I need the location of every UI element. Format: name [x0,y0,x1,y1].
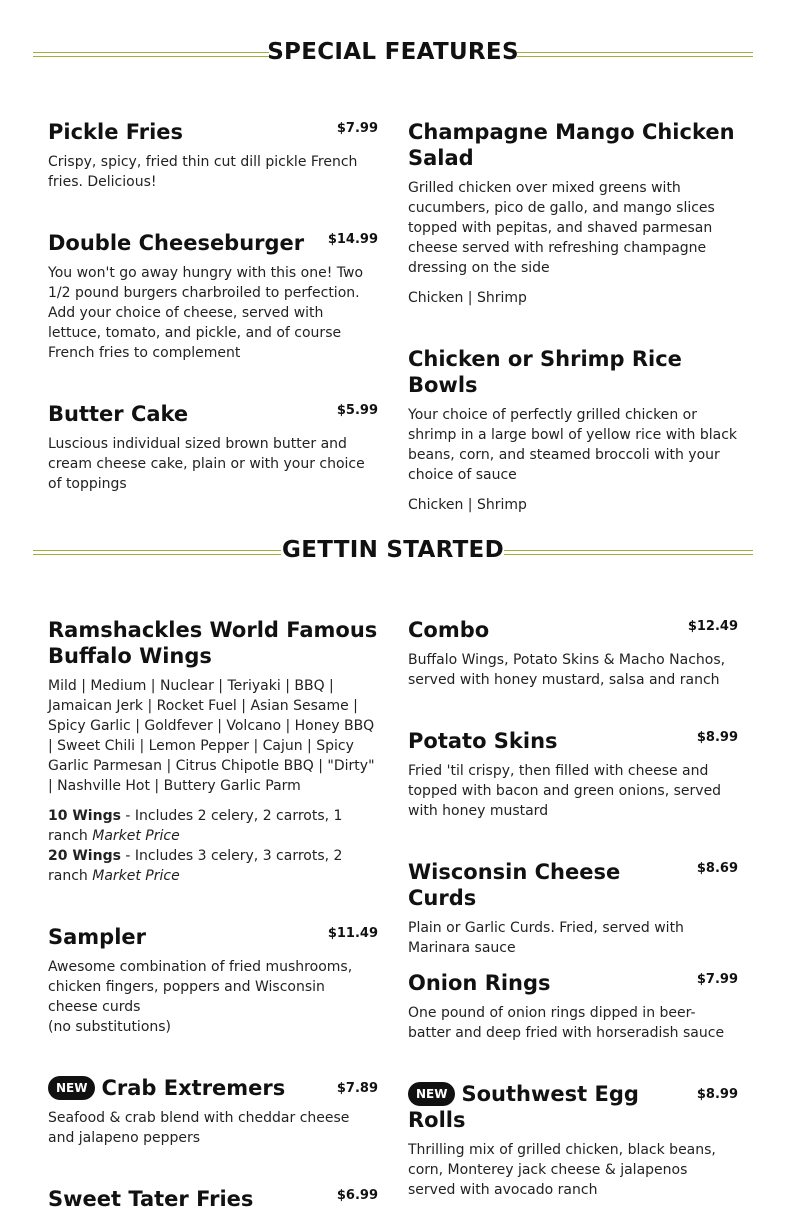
size-description: - Includes 2 celery, 2 carrots, 1 ranch [48,808,343,844]
menu-item-cheese-curds[interactable] [408,859,738,958]
item-price: $8.99 [696,730,738,745]
menu-item-pickle-fries[interactable] [48,119,378,192]
item-name: Ramshackles World Famous Buffalo Wings [48,618,378,668]
item-description: Plain or Garlic Curds. Fried, served with Marinara sauce [408,920,684,956]
item-description: Thrilling mix of grilled chicken, black beans, corn, Monterey jack cheese & jalapenos served with avocado ranch [408,1142,716,1198]
size-label: 20 Wings [48,848,121,864]
menu-item-double-cheeseburger[interactable] [48,230,378,363]
item-price: $14.99 [327,232,378,247]
item-price: $8.69 [696,861,738,876]
menu-item-onion-rings[interactable] [408,970,738,1043]
divider-line-right [517,52,753,57]
item-options: Chicken | Shrimp [408,497,527,513]
item-name: Combo [408,618,490,642]
item-description: Your choice of perfectly grilled chicken or shrimp in a large bowl of yellow rice with black beans, corn, and steamed broccoli with your choice of sauce [408,407,738,483]
wing-size-10[interactable] [48,806,378,846]
item-description: Buffalo Wings, Potato Skins & Macho Nachos, served with honey mustard, salsa and ranch [408,652,726,688]
menu-item-crab-extremers[interactable] [48,1075,378,1148]
section-header-gettin-started [33,533,753,573]
item-name: Onion Rings [408,971,551,995]
item-name: Pickle Fries [48,120,184,144]
item-description: Awesome combination of fried mushrooms, chicken fingers, poppers and Wisconsin cheese curds (no substitutions) [48,959,353,1035]
item-description: You won't go away hungry with this one! Two 1/2 pound burgers charbroiled to perfection. Add your choice of cheese, served with lettuce, tomato, and pickle, and of course French fries to complement [48,265,364,361]
section-title: GETTIN STARTED [282,537,504,563]
new-badge: NEW [408,1082,455,1106]
wing-flavors: Mild | Medium | Nuclear | Teriyaki | BBQ | Jamaican Jerk | Rocket Fuel | Asian Sesame | Spicy Garlic | Goldfever | Volcano | Honey BBQ | Sweet Chili | Lemon Pepper | Cajun | Spicy Garlic Parmesan | Citrus Chipotle BBQ | "Dirty" | Nashville Hot | Buttery Garlic Parm [48,678,375,794]
item-name: Champagne Mango Chicken Salad [408,120,735,170]
item-name-text: Southwest Egg Rolls [408,1082,639,1132]
item-name [48,1075,378,1101]
item-name: Double Cheeseburger [48,231,305,255]
item-name: Wisconsin Cheese Curds [408,860,621,910]
item-name: Butter Cake [48,402,189,426]
section-header-special-features [33,35,753,75]
item-description: Luscious individual sized brown butter and cream cheese cake, plain or with your choice of toppings [48,436,365,492]
item-options: Chicken | Shrimp [408,290,527,306]
item-name: Chicken or Shrimp Rice Bowls [408,347,682,397]
item-description: Seafood & crab blend with cheddar cheese and jalapeno peppers [48,1110,350,1146]
item-description: One pound of onion rings dipped in beer-batter and deep fried with horseradish sauce [408,1005,725,1041]
item-description: Crispy, spicy, fried thin cut dill pickle French fries. Delicious! [48,154,358,190]
wing-sizes [48,806,378,886]
menu-item-buffalo-wings[interactable] [48,617,378,886]
menu-item-sweet-tater-fries[interactable] [48,1186,378,1212]
item-price: $5.99 [336,403,378,418]
menu-item-champagne-mango-chicken-salad[interactable] [408,119,738,308]
wing-size-20[interactable] [48,846,378,886]
menu-item-potato-skins[interactable] [408,728,738,821]
item-price: $8.99 [696,1087,738,1102]
item-price: $11.49 [327,926,378,941]
item-price: $12.49 [687,619,738,634]
item-price: $7.99 [336,121,378,136]
item-name: Potato Skins [408,729,558,753]
size-price: Market Price [92,828,180,844]
menu-item-sampler[interactable] [48,924,378,1037]
divider-line-right [504,550,753,555]
size-price: Market Price [92,868,180,884]
item-name [408,1081,738,1133]
menu-item-rice-bowls[interactable] [408,346,738,515]
item-price: $7.99 [696,972,738,987]
item-description: Fried 'til crispy, then filled with cheese and topped with bacon and green onions, served with honey mustard [408,763,722,819]
size-label: 10 Wings [48,808,121,824]
item-description: Grilled chicken over mixed greens with cucumbers, pico de gallo, and mango slices topped with pepitas, and shaved parmesan cheese served with refreshing champagne dressing on the side [408,180,715,276]
menu-item-butter-cake[interactable] [48,401,378,494]
item-price: $7.89 [336,1081,378,1096]
new-badge: NEW [48,1076,95,1100]
item-name-text: Crab Extremers [101,1076,286,1100]
item-name: Sweet Tater Fries [48,1187,254,1211]
item-name: Sampler [48,925,147,949]
section-title: SPECIAL FEATURES [267,39,519,65]
menu-item-southwest-egg-rolls[interactable] [408,1081,738,1200]
item-price: $6.99 [336,1188,378,1203]
menu-item-combo[interactable] [408,617,738,690]
size-description: - Includes 3 celery, 3 carrots, 2 ranch [48,848,343,884]
